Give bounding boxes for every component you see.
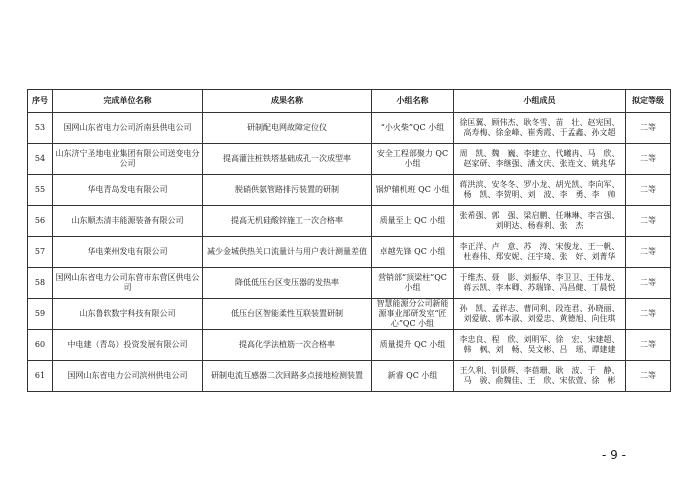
- members-line: 蒋云凯、李本卿、苏瑞锋、冯昌健、丁晨悦: [463, 283, 616, 292]
- cell-group: 新睿 QC 小组: [372, 361, 454, 392]
- cell-level: 二等: [626, 330, 671, 361]
- cell-no: 56: [28, 206, 53, 237]
- cell-result: 降低低压台区变压器的发热率: [203, 268, 372, 299]
- members-line: 杜春伟、郑安妮、汪宇琦、张 好、刘菁华: [463, 252, 616, 261]
- cell-level: 二等: [626, 144, 671, 175]
- cell-no: 61: [28, 361, 53, 392]
- table-row: [28, 299, 671, 330]
- cell-unit: 山东顺杰清丰能源装备有限公司: [53, 206, 203, 237]
- members-line: 周 凯、魏 巍、李建立、代曦冉、马 欣、: [459, 149, 620, 158]
- award-table: [27, 89, 671, 392]
- cell-result: 研制电流互感器二次回路多点接地检测装置: [203, 361, 372, 392]
- cell-no: 58: [28, 268, 53, 299]
- cell-level: 二等: [626, 113, 671, 144]
- table-row: [28, 330, 671, 361]
- members-line: 张希强、郭 强、梁启鹏、任琳琳、李言强、: [459, 211, 620, 220]
- cell-no: 55: [28, 175, 53, 206]
- cell-no: 57: [28, 237, 53, 268]
- page-number: - 9 -: [602, 448, 626, 462]
- cell-members: [454, 237, 626, 268]
- header-level: 拟定等级: [626, 90, 671, 113]
- cell-members: [454, 299, 626, 330]
- table-row: [28, 206, 671, 237]
- cell-members: [454, 330, 626, 361]
- header-no: 序号: [28, 90, 53, 113]
- cell-no: 60: [28, 330, 53, 361]
- cell-group: 卓越先锋 QC 小组: [372, 237, 454, 268]
- cell-unit: 华电莱州发电有限公司: [53, 237, 203, 268]
- cell-unit: 国网山东省电力公司东营市东营区供电公司: [53, 268, 203, 299]
- cell-members: [454, 113, 626, 144]
- header-unit: 完成单位名称: [53, 90, 203, 113]
- table-row: [28, 237, 671, 268]
- members-line: 刘明达、杨春利、张 杰: [495, 221, 584, 230]
- header-members: 小组成员: [454, 90, 626, 113]
- table-row: [28, 361, 671, 392]
- members-line: 王久利、钊景辉、李蓓珊、耿 波、于 静、: [459, 366, 620, 375]
- header-group: 小组名称: [372, 90, 454, 113]
- members-line: 赵家研、李继强、潘文庆、张连文、姚兆华: [463, 159, 616, 168]
- cell-result: 提高无机硅酸锌施工一次合格率: [203, 206, 372, 237]
- members-line: 杨 凯、李贺明、刘 波、李 勇、李 帅: [463, 190, 616, 199]
- cell-unit: 国网山东省电力公司沂南县供电公司: [53, 113, 203, 144]
- cell-group: 营销部“顶梁柱”QC 小组: [372, 268, 454, 299]
- cell-unit: 中电建（青岛）投资发展有限公司: [53, 330, 203, 361]
- cell-no: 59: [28, 299, 53, 330]
- cell-level: 二等: [626, 237, 671, 268]
- cell-members: [454, 144, 626, 175]
- members-line: 马 骏、俞魏佳、王 欣、宋依萱、徐 彬: [463, 376, 616, 385]
- cell-unit: 国网山东省电力公司滨州供电公司: [53, 361, 203, 392]
- members-line: 刘爱敏、郭本淑、刘爱忠、黄德旭、向住琪: [463, 314, 616, 323]
- cell-result: 脱硝供氨管路排污装置的研制: [203, 175, 372, 206]
- table-row: [28, 175, 671, 206]
- cell-level: 二等: [626, 361, 671, 392]
- members-line: 孙 凯、孟祥志、曹同利、段连君、孙晓丽、: [459, 304, 620, 313]
- members-line: 李忠良、程 欣、刘明军、徐 宏、宋建超、: [459, 335, 620, 344]
- cell-level: 二等: [626, 175, 671, 206]
- cell-unit: 山东济宁圣地电业集团有限公司送变电分公司: [53, 144, 203, 175]
- cell-unit: 山东鲁软数字科技有限公司: [53, 299, 203, 330]
- cell-members: [454, 268, 626, 299]
- cell-no: 54: [28, 144, 53, 175]
- members-line: 高寿梅、徐金峰、崔秀霞、于孟鑫、孙文超: [463, 128, 616, 137]
- cell-result: 提高灌注桩铁塔基础成孔一次成型率: [203, 144, 372, 175]
- cell-result: 研制配电网故障定位仪: [203, 113, 372, 144]
- table-row: [28, 144, 671, 175]
- cell-level: 二等: [626, 299, 671, 330]
- cell-group: 安全工程部聚力 QC 小组: [372, 144, 454, 175]
- cell-result: 低压台区智能柔性互联装置研制: [203, 299, 372, 330]
- members-line: 于维杰、聂 影、刘振华、李卫卫、王伟龙、: [459, 273, 620, 282]
- members-line: 蒋洪滨、安冬冬、罗小龙、胡光凯、李向军、: [459, 180, 620, 189]
- cell-group: 质量提升 QC 小组: [372, 330, 454, 361]
- cell-group: 质量至上 QC 小组: [372, 206, 454, 237]
- cell-no: 53: [28, 113, 53, 144]
- table-row: [28, 268, 671, 299]
- header-result: 成果名称: [203, 90, 372, 113]
- table-row: [28, 113, 671, 144]
- cell-group: 智慧能源分公司新能源事业部研发室“匠心”QC 小组: [372, 299, 454, 330]
- members-line: 李正洋、卢 意、苏 涛、宋俊龙、王一帆、: [459, 242, 620, 251]
- cell-result: 提高化学法植筋一次合格率: [203, 330, 372, 361]
- cell-members: [454, 175, 626, 206]
- cell-group: 锅炉辅机班 QC 小组: [372, 175, 454, 206]
- members-line: 韩 枫、刘 畅、吴文彬、吕 瑶、谭建建: [463, 345, 616, 354]
- cell-members: [454, 361, 626, 392]
- cell-result: 减少金城供热关口流量计与用户表计测量差值: [203, 237, 372, 268]
- cell-members: [454, 206, 626, 237]
- cell-unit: 华电青岛发电有限公司: [53, 175, 203, 206]
- cell-level: 二等: [626, 206, 671, 237]
- members-line: 徐匡翼、顾伟杰、耿冬雪、苗 壮、赵宪国、: [459, 118, 620, 127]
- cell-group: “小火柴”QC 小组: [372, 113, 454, 144]
- table-header-row: [28, 90, 671, 113]
- cell-level: 二等: [626, 268, 671, 299]
